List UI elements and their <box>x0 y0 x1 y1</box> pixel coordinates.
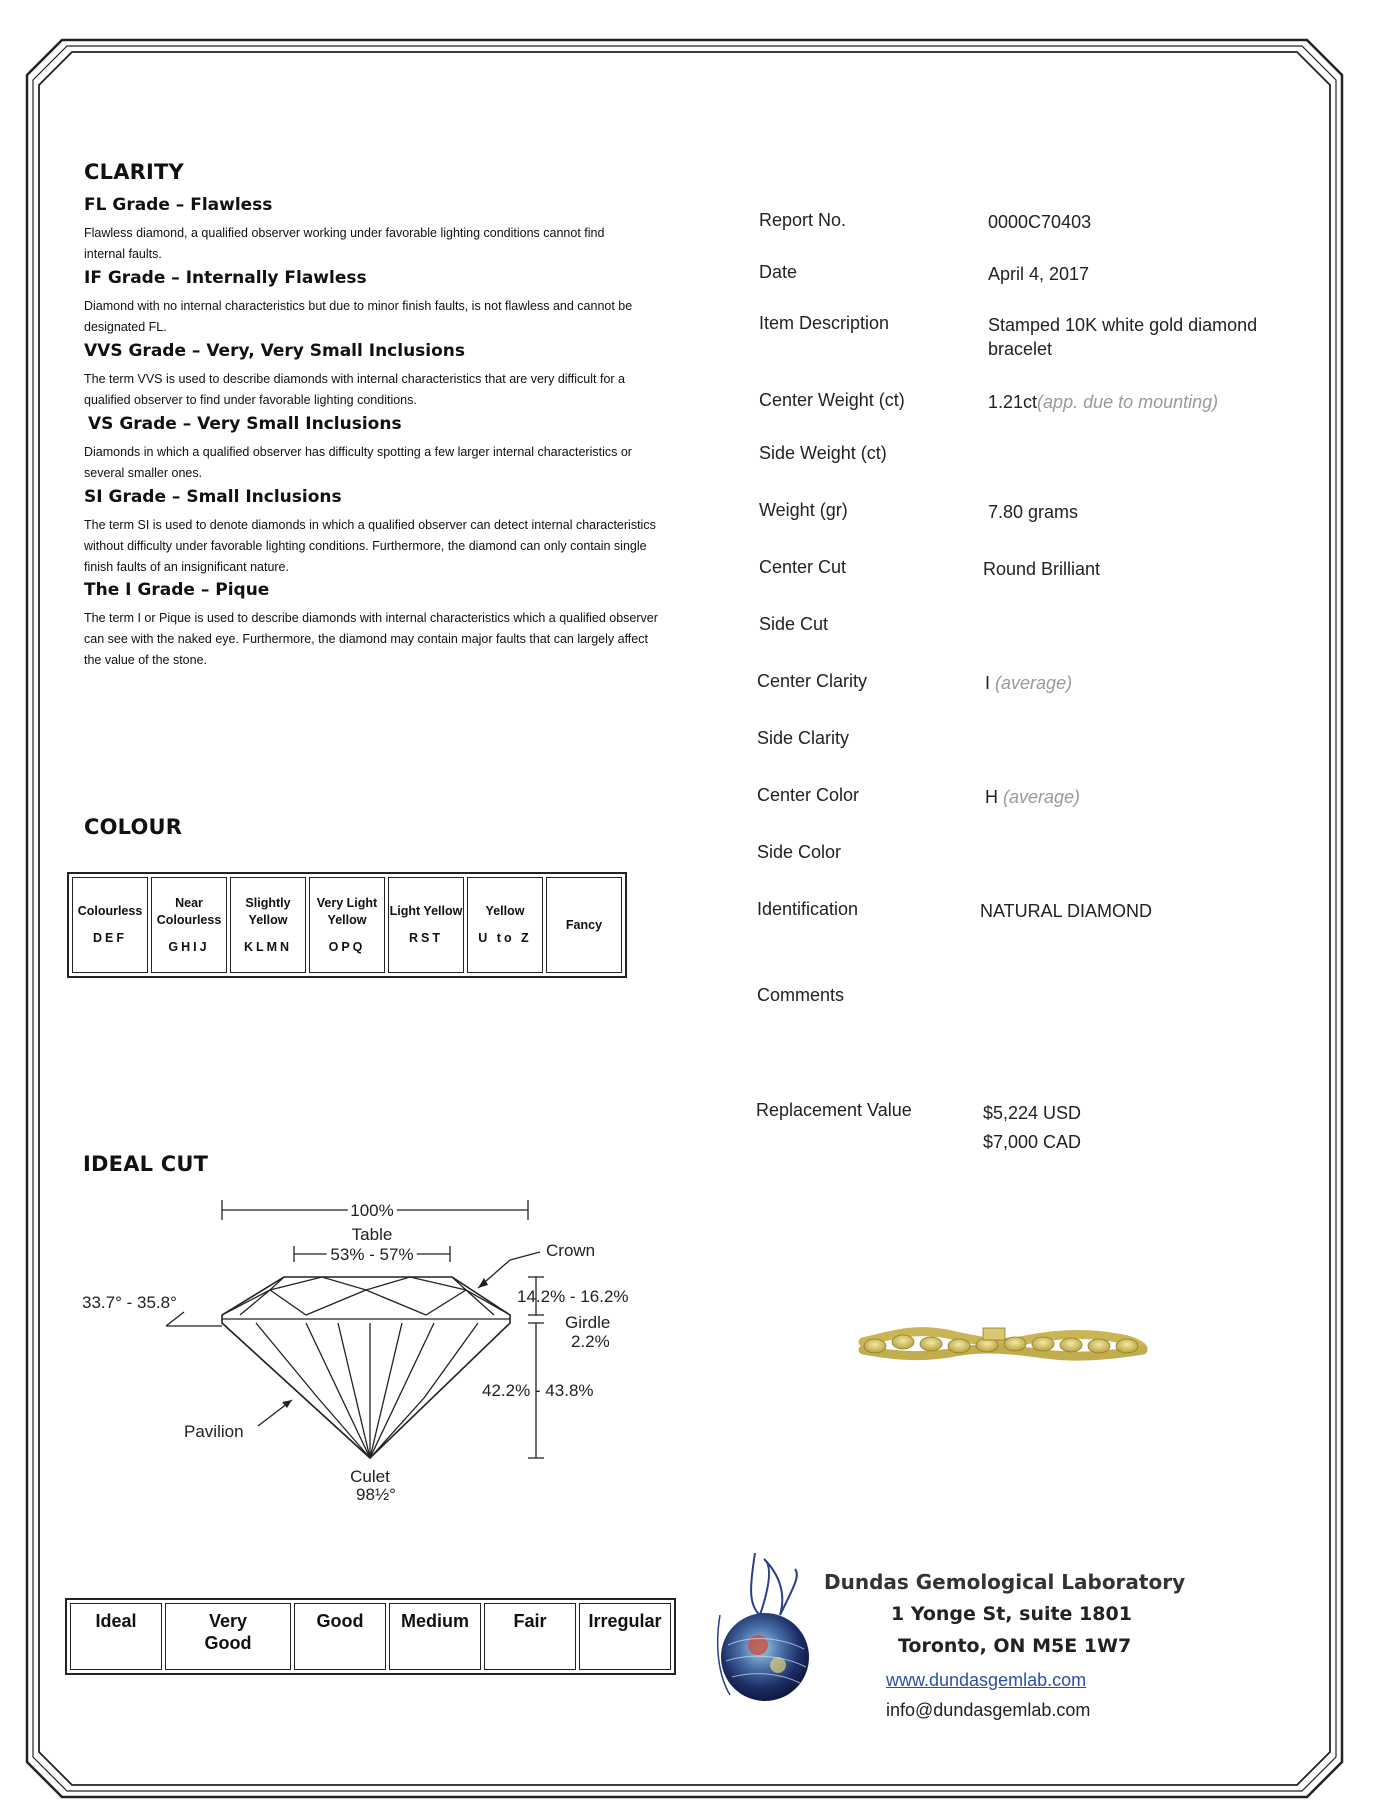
field-label-center-weight: Center Weight (ct) <box>759 390 905 410</box>
grade-i-desc: The term I or Pique is used to describe diamonds with internal characteristics which a qualified observer can see with the naked eye. Furthermore, the diamond may contain major faults that can largely affect the value of the stone. <box>84 611 658 667</box>
field-value-identification: NATURAL DIAMOND <box>980 901 1153 921</box>
colour-cell-fancy: Fancy <box>546 877 622 973</box>
lab-address-line2: Toronto, ON M5E 1W7 <box>898 1635 1132 1657</box>
field-label-comments: Comments <box>757 985 845 1005</box>
center-clarity-note: (average) <box>995 673 1073 693</box>
field-value-center-weight: 1.21ct(app. due to mounting) <box>988 392 1219 412</box>
field-label-side-clarity: Side Clarity <box>757 728 850 748</box>
crown-height-label: 14.2% - 16.2% <box>517 1287 629 1306</box>
colour-cell-colourless: Colourless DEF <box>72 877 148 973</box>
field-label-center-color: Center Color <box>757 785 860 805</box>
field-label-replacement-value: Replacement Value <box>756 1100 912 1120</box>
pavilion-label: Pavilion <box>184 1422 244 1441</box>
field-value-replacement-usd: $5,224 USD <box>983 1103 1082 1123</box>
width-percent-label: 100% <box>350 1201 394 1220</box>
culet-value: 98½° <box>356 1485 396 1504</box>
field-value-center-cut: Round Brilliant <box>983 559 1101 579</box>
cut-grade-irregular: Irregular <box>579 1603 671 1670</box>
cut-grade-good: Good <box>294 1603 386 1670</box>
girdle-label: Girdle <box>565 1313 611 1332</box>
cut-grade-medium: Medium <box>389 1603 481 1670</box>
field-label-report-no: Report No. <box>759 210 847 230</box>
field-value-center-color: H (average) <box>985 787 1081 807</box>
colour-cell-near-colourless: Near Colourless GHIJ <box>151 877 227 973</box>
crown-label: Crown <box>546 1241 596 1260</box>
field-value-date: April 4, 2017 <box>988 264 1090 284</box>
colour-cell-very-light-yellow: Very Light Yellow OPQ <box>309 877 385 973</box>
field-value-center-clarity: I (average) <box>985 673 1073 693</box>
field-label-side-cut: Side Cut <box>759 614 829 634</box>
grade-if-title: IF Grade – Internally Flawless <box>84 268 367 288</box>
pavilion-depth-label: 42.2% - 43.8% <box>482 1381 594 1400</box>
grade-vvs-desc: The term VVS is used to describe diamonds with internal characteristics that are very difficult for a qualified observer to find under favorable lighting conditions. <box>84 372 625 407</box>
cut-grade-ideal: Ideal <box>70 1603 162 1670</box>
field-label-weight-gr: Weight (gr) <box>759 500 848 520</box>
cut-grade-fair: Fair <box>484 1603 576 1670</box>
grade-si-title: SI Grade – Small Inclusions <box>84 487 342 507</box>
field-label-date: Date <box>759 262 798 282</box>
lab-email: info@dundasgemlab.com <box>886 1700 1091 1720</box>
lab-name: Dundas Gemological Laboratory <box>824 1570 1186 1594</box>
center-weight-note: (app. due to mounting) <box>1037 392 1219 412</box>
field-label-side-color: Side Color <box>757 842 842 862</box>
lab-website-link[interactable]: www.dundasgemlab.com <box>886 1670 1087 1690</box>
field-label-side-weight: Side Weight (ct) <box>759 443 887 463</box>
cut-grade-very-good: Very Good <box>165 1603 291 1670</box>
field-label-center-clarity: Center Clarity <box>757 671 868 691</box>
field-value-replacement-cad: $7,000 CAD <box>983 1132 1082 1152</box>
culet-label: Culet <box>350 1467 390 1486</box>
grade-vs-desc: Diamonds in which a qualified observer has difficulty spotting a few larger internal characteristics or several smaller ones. <box>84 445 632 480</box>
field-value-report-no: 0000C70403 <box>988 212 1092 232</box>
colour-scale-table <box>67 872 627 978</box>
diamond-cut-diagram <box>80 1180 680 1520</box>
grade-vvs-title: VVS Grade – Very, Very Small Inclusions <box>84 341 466 361</box>
table-range-label: 53% - 57% <box>330 1245 414 1264</box>
center-color-note: (average) <box>1003 787 1081 807</box>
field-label-item-description: Item Description <box>759 313 890 333</box>
grade-if-desc: Diamond with no internal characteristics but due to minor finish faults, is not flawless and cannot be designated FL. <box>84 299 633 334</box>
field-value-item-description: Stamped 10K white gold diamond bracelet <box>988 315 1258 359</box>
colour-cell-light-yellow: Light Yellow RST <box>388 877 464 973</box>
signature-and-hologram-seal <box>700 1545 830 1715</box>
field-value-weight-gr: 7.80 grams <box>988 502 1079 522</box>
colour-cell-slightly-yellow: Slightly Yellow KLMN <box>230 877 306 973</box>
clarity-heading: CLARITY <box>84 160 184 184</box>
lab-address-line1: 1 Yonge St, suite 1801 <box>891 1603 1132 1625</box>
ideal-cut-heading: IDEAL CUT <box>83 1152 209 1176</box>
bracelet-image <box>855 1300 1155 1380</box>
grade-i-title: The I Grade – Pique <box>84 580 270 600</box>
field-label-center-cut: Center Cut <box>759 557 847 577</box>
grade-fl-title: FL Grade – Flawless <box>84 195 273 215</box>
grade-si-desc: The term SI is used to denote diamonds in which a qualified observer can detect internal characteristics without difficulty under favorable lighting conditions. Furthermore, the diamond can only contain single finish faults of an insignificant nature. <box>84 518 656 574</box>
crown-angle-label: 33.7° - 35.8° <box>82 1293 177 1312</box>
grade-fl-desc: Flawless diamond, a qualified observer working under favorable lighting conditions cannot find internal faults. <box>84 226 605 261</box>
colour-cell-yellow: Yellow U to Z <box>467 877 543 973</box>
table-label: Table <box>351 1225 393 1244</box>
colour-heading: COLOUR <box>84 815 183 839</box>
grade-vs-title: VS Grade – Very Small Inclusions <box>88 414 402 434</box>
girdle-value: 2.2% <box>571 1332 610 1351</box>
field-label-identification: Identification <box>757 899 859 919</box>
cut-grade-table <box>65 1598 676 1675</box>
